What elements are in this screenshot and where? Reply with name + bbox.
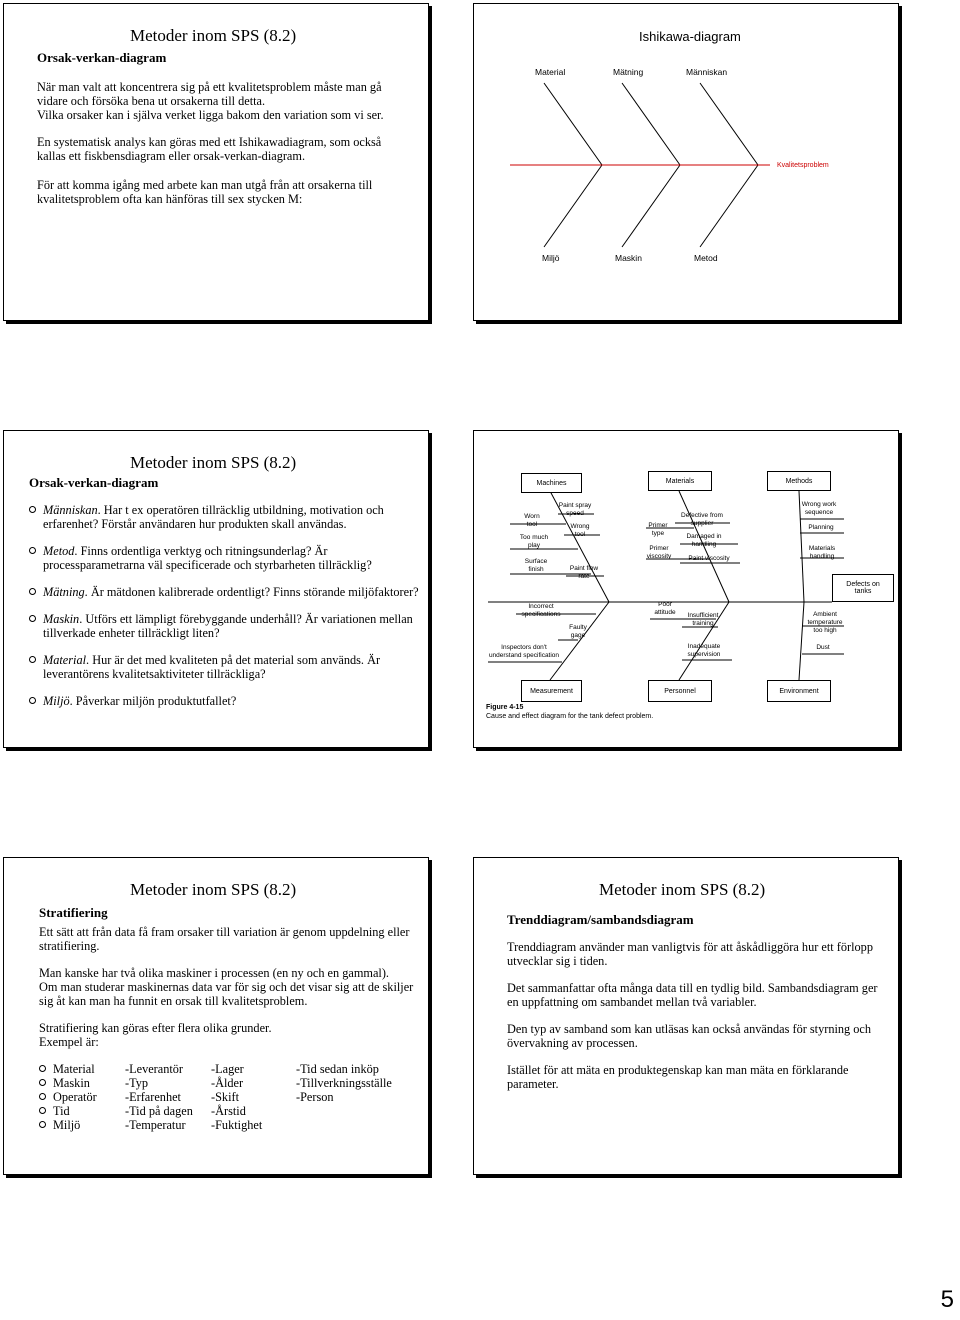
- category-box-methods: Methods: [767, 471, 831, 491]
- fishbone-diagram: [474, 4, 899, 321]
- slide-subtitle: Stratifiering: [39, 905, 108, 920]
- slide-subtitle: Orsak-verkan-diagram: [37, 50, 167, 65]
- cause-label: Surface finish: [524, 558, 548, 573]
- slide-orsak-verkan-six-m: [3, 430, 429, 748]
- paragraph: Man kanske har två olika maskiner i processen (en ny och en gammal). Om man studerar maskinernas data var för sig och det visar sig att de skiljer sig åt kan man ha funnit en orsak till kvalitetsproblem.: [39, 966, 414, 1008]
- cause-label: Ambient temperature too high: [807, 611, 843, 634]
- bullet-icon: [29, 697, 36, 704]
- cause-label: Poor attitude: [654, 601, 676, 616]
- bullet-item: Maskin. Utförs ett lämpligt förebyggande underhåll? Är variationen mellan tillverkade enheter tillräckligt liten?: [29, 612, 413, 640]
- cause-label: Inspectors don't understand specification: [488, 644, 560, 659]
- bullet-item: Människan. Har t ex operatören tillräcklig utbildning, motivation och erfarenhet? Förstår användaren hur produkten skall användas.: [29, 503, 384, 531]
- effect-box: Defects on tanks: [832, 574, 894, 602]
- bullet-item: Miljö. Påverkar miljön produktutfallet?: [29, 694, 236, 708]
- bullet-icon: [39, 1079, 46, 1086]
- slide-orsak-verkan-intro: [3, 3, 429, 321]
- category-box-materials: Materials: [648, 471, 712, 491]
- cause-label: Insufficient training: [687, 612, 719, 627]
- table-cell: -Tid på dagen: [125, 1104, 193, 1118]
- category-box-measurement: Measurement: [521, 680, 582, 702]
- category-box-personnel: Personnel: [648, 680, 712, 702]
- slide-header: Metoder inom SPS (8.2): [130, 880, 297, 899]
- slide-title: Ishikawa-diagram: [639, 29, 741, 44]
- bullet-icon: [29, 615, 36, 622]
- paragraph: Det sammanfattar ofta många data till en tydlig bild. Sambandsdiagram ger en uppfattning om sambandet mellan två variabler.: [507, 981, 878, 1009]
- table-cell: -Tid sedan inköp: [296, 1062, 379, 1076]
- cause-label: Materials handling: [808, 545, 836, 560]
- slide-tank-defect-diagram: [473, 430, 899, 748]
- cause-label: Dust: [816, 644, 830, 651]
- table-cell: -Leverantör: [125, 1062, 184, 1076]
- table-cell: -Temperatur: [125, 1118, 186, 1132]
- table-cell: -Ålder: [211, 1076, 244, 1090]
- table-cell: -Erfarenhet: [125, 1090, 181, 1104]
- paragraph: En systematisk analys kan göras med ett Ishikawadiagram, som också kallas ett fiskbensdiagram eller orsak-verkan-diagram.: [37, 135, 382, 163]
- bullet-item: Mätning. Är mätdonen kalibrerade ordentligt? Finns störande miljöfaktorer?: [29, 585, 419, 599]
- slide-header: Metoder inom SPS (8.2): [130, 453, 297, 472]
- paragraph: Istället för att mäta en produktegenskap kan man mäta en förklarande parameter.: [507, 1063, 849, 1091]
- cause-label: Material: [535, 67, 566, 77]
- table-row: [39, 1118, 419, 1132]
- cause-label: Maskin: [615, 253, 642, 263]
- table-row: [39, 1104, 419, 1118]
- figure-label: Figure 4-15: [486, 704, 524, 711]
- slide-header: Metoder inom SPS (8.2): [130, 26, 297, 45]
- bullet-icon: [29, 588, 36, 595]
- slide-ishikawa-diagram: [473, 3, 899, 321]
- table-cell: Miljö: [39, 1118, 80, 1132]
- cause-label: Incorrect specifications: [521, 603, 561, 618]
- cause-label: Inadequate supervision: [687, 643, 721, 658]
- category-box-environment: Environment: [767, 680, 831, 702]
- page-number: 5: [940, 1286, 954, 1313]
- table-row: [39, 1076, 419, 1090]
- table-cell: -Typ: [125, 1076, 149, 1090]
- bullet-icon: [29, 547, 36, 554]
- table-cell: -Lager: [211, 1062, 244, 1076]
- cause-label: Miljö: [542, 253, 560, 263]
- slide-subtitle: Trenddiagram/sambandsdiagram: [507, 912, 694, 927]
- cause-label: Faulty gage: [569, 624, 587, 639]
- bullet-icon: [29, 656, 36, 663]
- table-cell: -Skift: [211, 1090, 240, 1104]
- bullet-item: Metod. Finns ordentliga verktyg och ritningsunderlag? Är processparametrarna väl specificerade och styrbarheten tillräcklig?: [29, 544, 372, 572]
- table-cell: Operatör: [39, 1090, 97, 1104]
- table-cell: Tid: [39, 1104, 70, 1118]
- table-cell: -Person: [296, 1090, 334, 1104]
- cause-label: Planning: [808, 524, 834, 531]
- table-cell: Maskin: [39, 1076, 90, 1090]
- cause-label: Primer type: [648, 522, 668, 537]
- table-cell: Material: [39, 1062, 95, 1076]
- cause-label: Wrong tool: [570, 523, 590, 538]
- cause-label: Metod: [694, 253, 718, 263]
- cause-label: Worn tool: [524, 513, 540, 528]
- table-row: [39, 1062, 419, 1076]
- cause-label: Paint viscosity: [688, 555, 730, 562]
- slide-stratifiering: [3, 857, 429, 1175]
- bullet-icon: [39, 1107, 46, 1114]
- table-cell: -Tillverkningsställe: [296, 1076, 392, 1090]
- cause-label: Mätning: [613, 67, 644, 77]
- cause-label: Damaged in handling: [686, 533, 722, 548]
- cause-label: Too much play: [519, 534, 549, 549]
- slide-header: Metoder inom SPS (8.2): [599, 880, 766, 899]
- paragraph: Trenddiagram använder man vanligtvis för att åskådliggöra hur ett förlopp utvecklar sig i tiden.: [507, 940, 873, 968]
- bullet-icon: [39, 1093, 46, 1100]
- category-box-machines: Machines: [521, 473, 582, 493]
- cause-label: Paint spray speed: [558, 502, 592, 517]
- cause-label: Wrong work sequence: [801, 501, 837, 516]
- paragraph: När man valt att koncentrera sig på ett kvalitetsproblem måste man gå vidare och försöka bena ut orsakerna till detta. Vilka orsaker kan i själva verket ligga bakom den variation som vi ser.: [37, 80, 384, 122]
- slide-subtitle: Orsak-verkan-diagram: [29, 475, 159, 490]
- bullet-icon: [29, 506, 36, 513]
- table-cell: -Årstid: [211, 1104, 246, 1118]
- bullet-item: Material. Hur är det med kvaliteten på det material som används. Är leverantörens kvalitetsaktiviteter tillräckliga?: [29, 653, 380, 681]
- cause-label: Människan: [686, 67, 728, 77]
- figure-caption: Cause and effect diagram for the tank defect problem.: [486, 713, 654, 720]
- cause-label: Paint flow rate: [569, 565, 599, 580]
- paragraph: Stratifiering kan göras efter flera olika grunder. Exempel är:: [39, 1021, 272, 1049]
- paragraph: Den typ av samband som kan utläsas kan också användas för styrning och övervakning av processen.: [507, 1022, 872, 1050]
- bullet-icon: [39, 1121, 46, 1128]
- table-cell: -Fuktighet: [211, 1118, 263, 1132]
- paragraph: Ett sätt att från data få fram orsaker till variation är genom uppdelning eller stratifiering.: [39, 925, 410, 953]
- slide-trenddiagram: [473, 857, 899, 1175]
- effect-label: Kvalitetsproblem: [777, 162, 829, 169]
- cause-label: Defective from supplier: [681, 512, 723, 527]
- stratification-table: [39, 1062, 419, 1132]
- paragraph: För att komma igång med arbete kan man utgå från att orsakerna till kvalitetsproblem ofta kan hänföras till sex stycken M:: [37, 178, 373, 206]
- cause-label: Primer viscosity: [646, 545, 672, 560]
- bullet-icon: [39, 1065, 46, 1072]
- table-row: [39, 1090, 419, 1104]
